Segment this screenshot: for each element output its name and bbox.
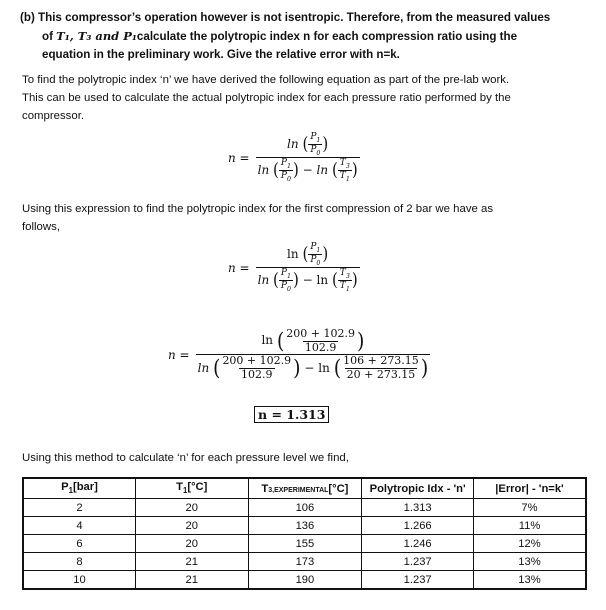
table-row: 8 21 173 1.237 13% [23, 553, 586, 571]
result-box [254, 404, 329, 423]
intro-paragraph: To find the polytropic index ‘n’ we have derived the following equation as part of the pre-lab work. This can be used to calculate the actual polytropic index for each pressure ratio performed by the compressor. [22, 74, 511, 122]
question-block [20, 9, 595, 64]
equation-numeric: n = ln ( $\frac{200 + 102.9}{102.9}$ ) ln ( $\frac{200 + 102.9}{102.9}$ ) − ln ( $\frac{106 + 273.15}{20 + 273.15}$ ) [168, 327, 429, 381]
header-t1: $T_1[^\circ C]$ [136, 478, 248, 499]
question-line-3: equation in the preliminary work. Give the relative error with n=k. [42, 48, 400, 61]
example-paragraph: Using this expression to find the polytropic index for the first compression of 2 bar we have as follows, [22, 203, 494, 233]
header-error: |Error| - 'n=k' [473, 478, 586, 499]
table-row: 10 21 190 1.237 13% [23, 571, 586, 590]
header-p1: $P_1[bar]$ [23, 478, 136, 499]
equation-general-repeat: n = ln ( $\frac{P_1}{P_0}$ ) ln ( $\frac{P_1}{P_0}$ ) − ln ( $\frac{T_3}{T_1}$ ) [228, 242, 358, 293]
header-t3: T3,EXPERIMENTAL[°C] [248, 478, 362, 499]
result-value: n = 1.313 [254, 406, 329, 423]
question-math-variables: T₁, T₃ and P₁ [56, 29, 137, 43]
table-header-row [23, 478, 586, 499]
method-text: Using this method to calculate ‘n’ for each pressure level we find, [22, 452, 349, 464]
equation-general: n = ln ( $\frac{P_1}{P_0}$ ) ln ( $\frac{P_1}{P_0}$ ) − ln ( $\frac{T_3}{T_1}$ ) [228, 132, 358, 183]
equation-general-fraction: ln ( $\frac{P_1}{P_0}$ ) ln ( $\frac{P_1}{P_0}$ ) − ln ( $\frac{T_3}{T_1}$ ) [257, 132, 358, 183]
results-table [22, 477, 587, 590]
table-row: 2 20 106 1.313 7% [23, 499, 586, 517]
question-label: (b) [20, 11, 35, 24]
table-row: 4 20 136 1.266 11% [23, 517, 586, 535]
question-line-1 [20, 9, 595, 27]
header-polytropic-index: Polytropic Idx - 'n' [362, 478, 474, 499]
question-line-2: of T₁, T₃ and P₁calculate the polytropic index n for each compression ratio using the [42, 29, 518, 43]
table-row: 6 20 155 1.246 12% [23, 535, 586, 553]
question-text-1: This compressor’s operation however is not isentropic. Therefore, from the measured values [38, 11, 551, 24]
